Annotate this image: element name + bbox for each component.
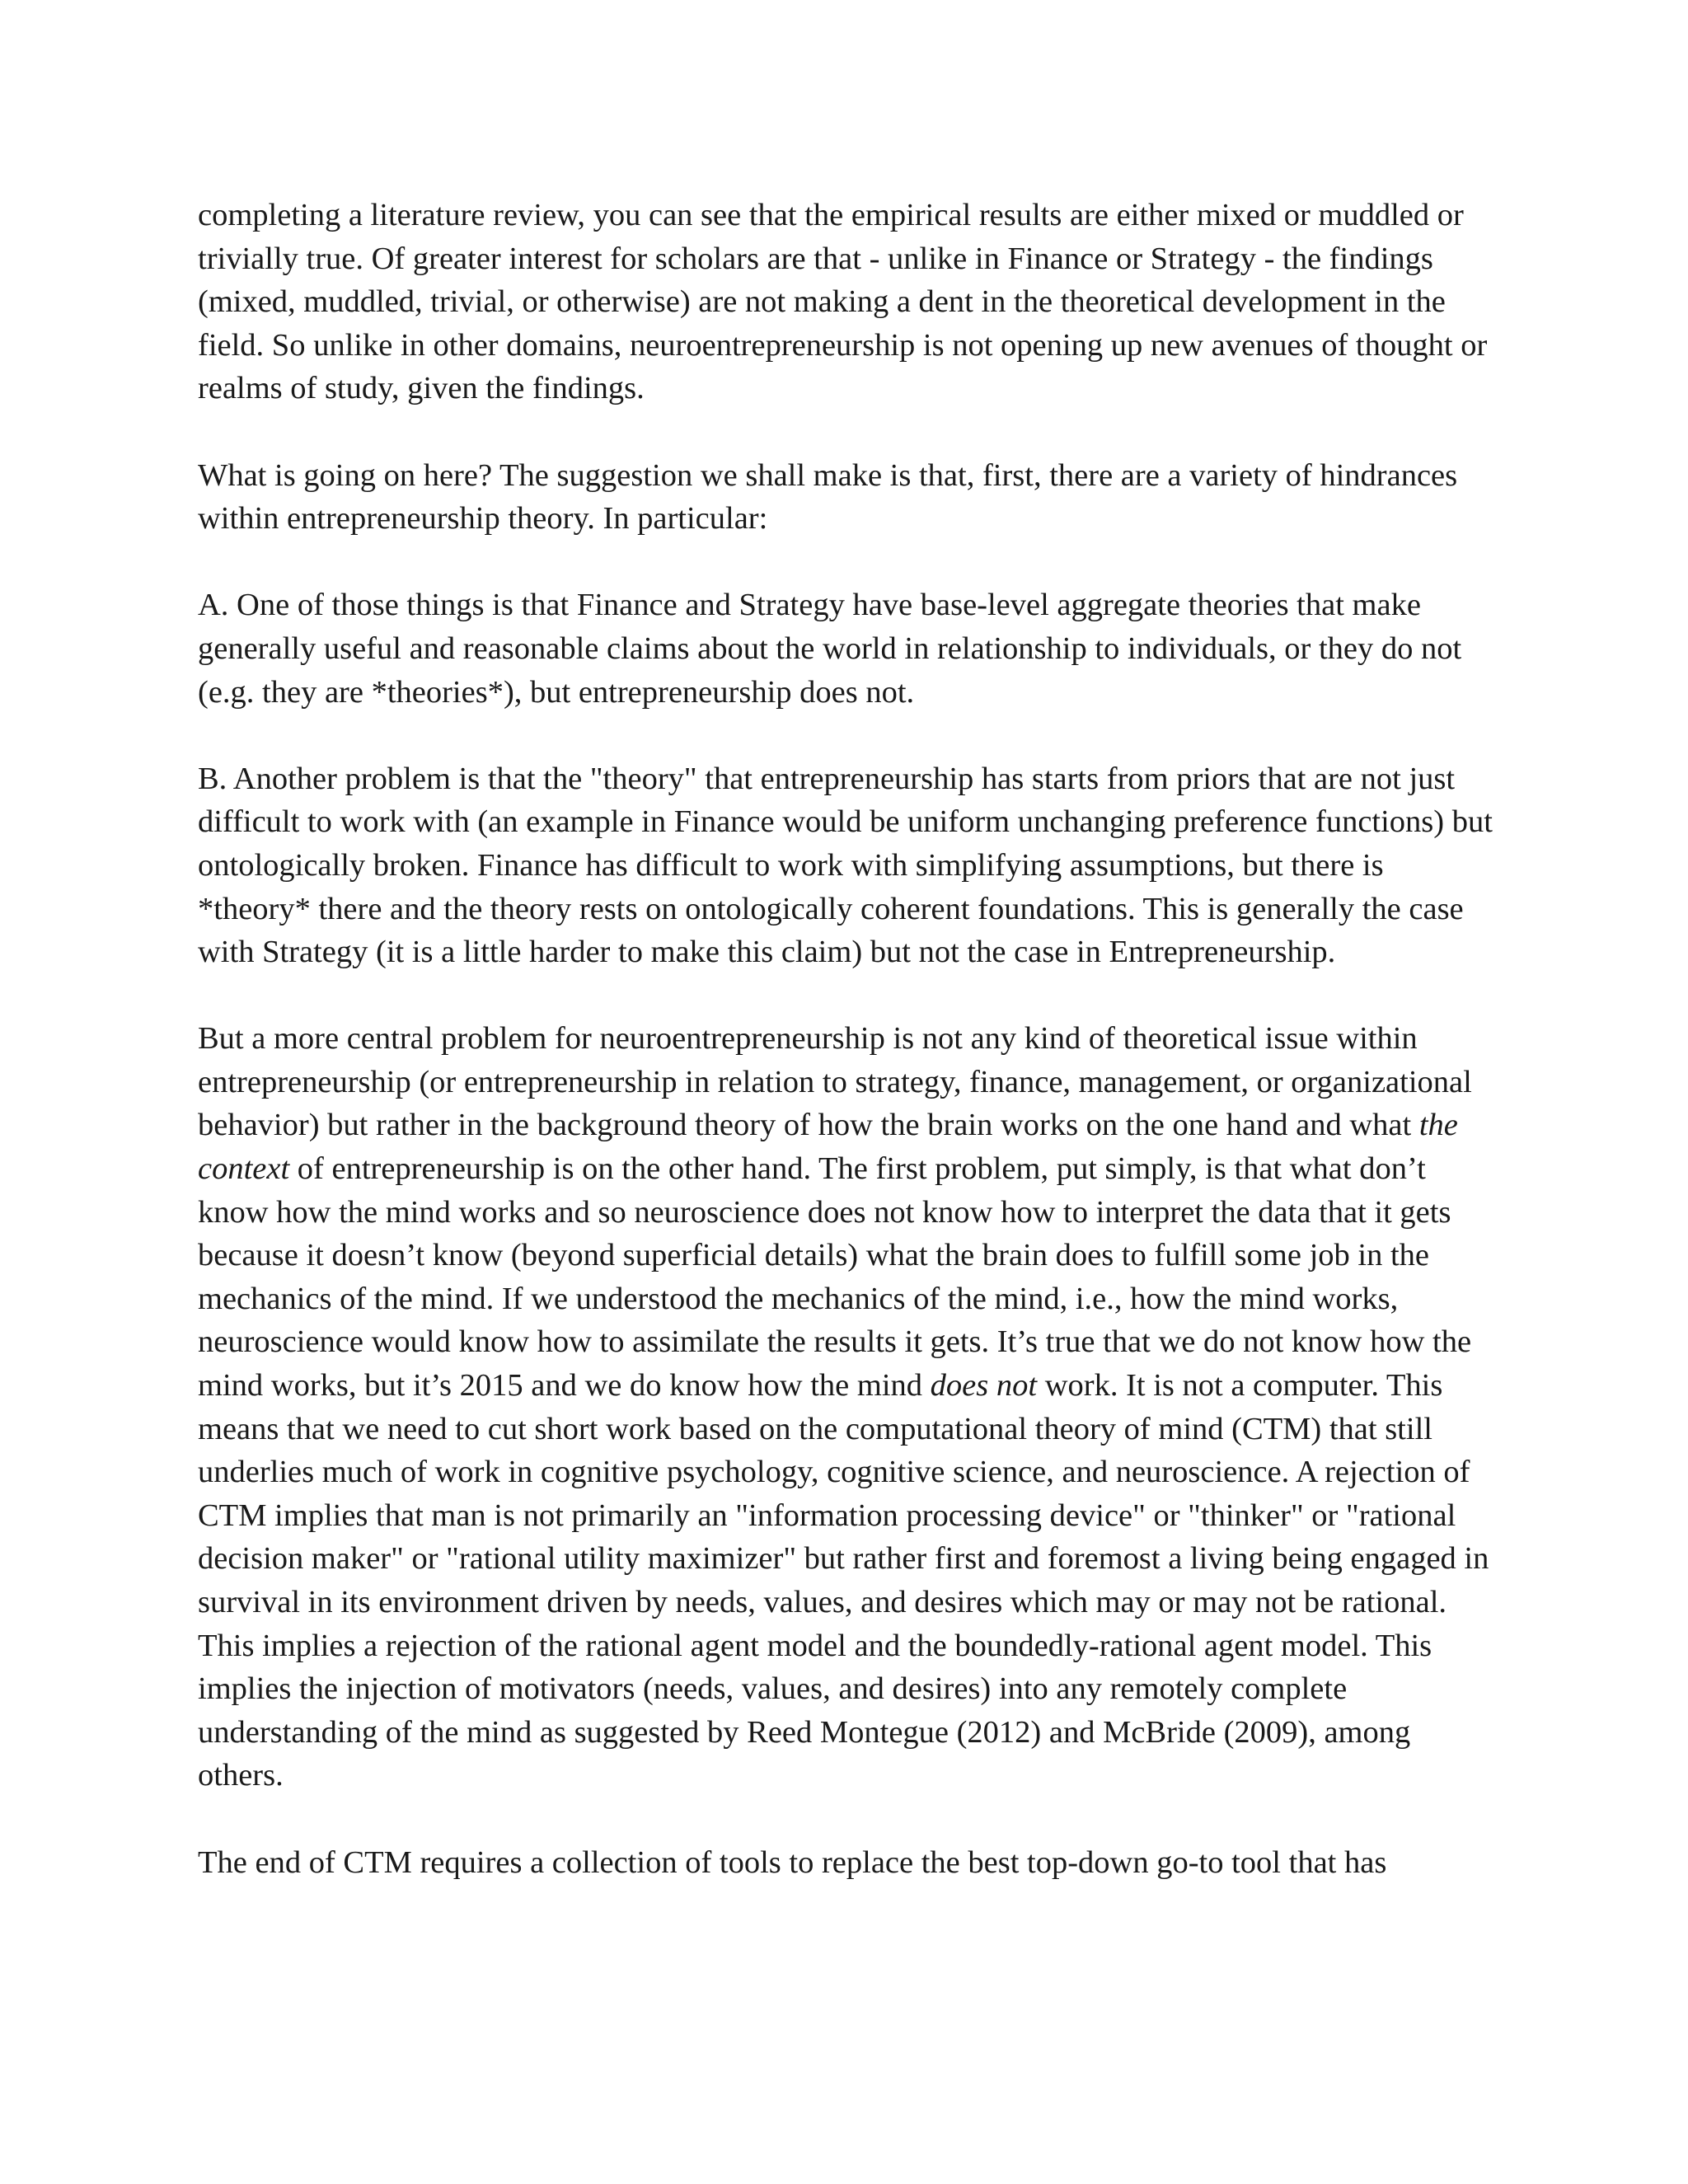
paragraph-text: work. It is not a computer. This means that we need to cut short work based on the computational theory of mind (CTM) that still underlies much of work in cognitive psychology, cognitive science, and neuroscience. A rejection of CTM implies that man is not primarily an "information processing device" or "thinker" or "rational decision maker" or "rational utility maximizer" but rather first and foremost a living being engaged in survival in its environment driven by needs, values, and desires which may or may not be rational. This implies a rejection of the rational agent model and the boundedly-rational agent model. This implies the injection of motivators (needs, values, and desires) into any remotely complete understanding of the mind as suggested by Reed Montegue (2012) and McBride (2009), among others. xyxy=(198,1368,1489,1793)
paragraph-text: But a more central problem for neuroentrepreneurship is not any kind of theoretical issue within entrepreneurship (or entrepreneurship in relation to strategy, finance, management, or organizational behavior) but rather in the background theory of how the brain works on the one hand and what xyxy=(198,1021,1472,1143)
paragraph-text: completing a literature review, you can see that the empirical results are either mixed or muddled or trivially true. Of greater interest for scholars are that - unlike in Finance or Strategy - the findings (mixed, muddled, trivial, or otherwise) are not making a dent in the theoretical development in the field. So unlike in other domains, neuroentrepreneurship is not opening up new avenues of thought or realms of study, given the findings. xyxy=(198,198,1488,406)
italic-phrase-the-context: the context xyxy=(198,1108,1458,1187)
italic-phrase-does-not: does not xyxy=(930,1368,1038,1404)
paragraph-text: What is going on here? The suggestion we shall make is that, first, there are a variety of hindrances within entrepreneurship theory. In particular: xyxy=(198,457,1458,537)
paragraph-text: The end of CTM requires a collection of tools to replace the best top-down go-to tool that has xyxy=(198,1844,1387,1880)
paragraph-point-a xyxy=(198,583,1500,714)
paragraph-end-of-ctm xyxy=(198,1841,1500,1885)
paragraph-point-b xyxy=(198,757,1500,974)
paragraph-literature-review xyxy=(198,194,1500,410)
paragraph-central-problem xyxy=(198,1017,1500,1797)
document-body xyxy=(198,194,1500,1884)
paragraph-text: A. One of those things is that Finance and Strategy have base-level aggregate theories that make generally useful and reasonable claims about the world in relationship to individuals, or they do not (e.g. they are *theories*), but entrepreneurship does not. xyxy=(198,588,1462,710)
paragraph-what-is-going-on xyxy=(198,454,1500,541)
paragraph-text: B. Another problem is that the "theory" that entrepreneurship has starts from priors that are not just difficult to work with (an example in Finance would be uniform unchanging preference functions) but ontologically broken. Finance has difficult to work with simplifying assumptions, but there is *theory* there and the theory rests on ontologically coherent foundations. This is generally the case with Strategy (it is a little harder to make this claim) but not the case in Entrepreneurship. xyxy=(198,761,1493,970)
paragraph-text: of entrepreneurship is on the other hand. The first problem, put simply, is that what don’t know how the mind works and so neuroscience does not know how to interpret the data that it gets because it doesn’t know (beyond superficial details) what the brain does to fulfill some job in the mechanics of the mind. If we understood the mechanics of the mind, i.e., how the mind works, neuroscience would know how to assimilate the results it gets. It’s true that we do not know how the mind works, but it’s 2015 and we do know how the mind xyxy=(198,1151,1472,1404)
